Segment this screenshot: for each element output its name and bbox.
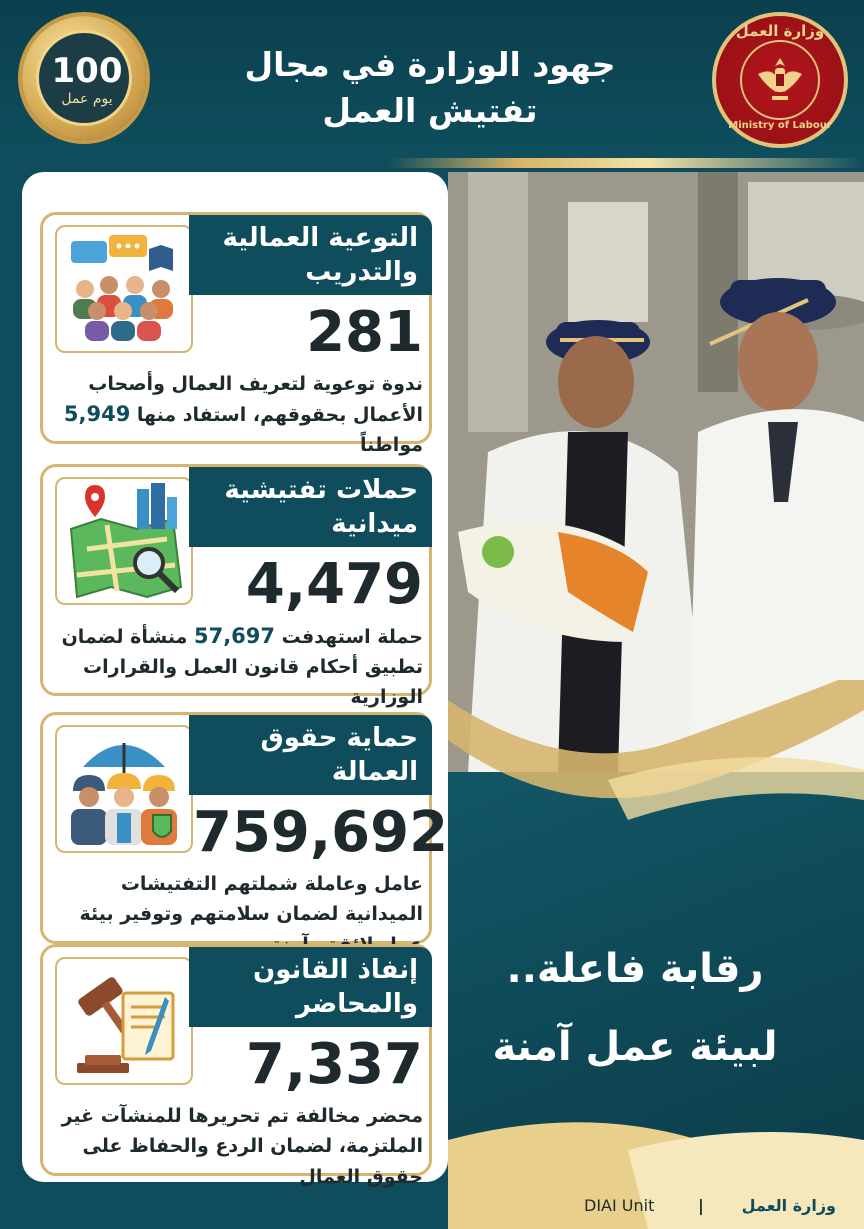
hundred-days-badge bbox=[22, 16, 146, 140]
workers-protection-icon bbox=[55, 725, 193, 853]
stat-card-awareness bbox=[40, 212, 432, 456]
badge-text: يوم عمل bbox=[61, 91, 113, 107]
stat-card-protection bbox=[40, 712, 449, 944]
footer-unit: DIAI Unit bbox=[584, 1196, 655, 1215]
card-description: محضر مخالفة تم تحريرها للمنشآت غير الملتزمة، لضمان الردع والحفاظ على حقوق العمال bbox=[61, 1105, 423, 1188]
audience-training-icon bbox=[55, 225, 193, 353]
card-title: حماية حقوق العمالة bbox=[189, 715, 432, 795]
page-title bbox=[200, 42, 660, 134]
card-description: ندوة توعوية لتعريف العمال وأصحاب الأعمال بحقوقهم، استفاد منها 5,949 مواطناً bbox=[63, 373, 423, 456]
slogan-line-2: لبيئة عمل آمنة bbox=[492, 1024, 778, 1070]
title-line-2: تفتيش العمل bbox=[322, 91, 538, 130]
map-inspection-icon bbox=[55, 477, 193, 605]
logo-english-text: Ministry of Labour bbox=[728, 120, 832, 131]
eagle-emblem-icon bbox=[752, 52, 808, 108]
card-description: حملة استهدفت 57,697 منشأة لضمان تطبيق أحكام قانون العمل والقرارات الوزارية bbox=[61, 624, 423, 708]
footer-ministry: وزارة العمل bbox=[741, 1196, 836, 1215]
stat-card-enforcement bbox=[40, 944, 432, 1188]
card-number: 4,479 bbox=[245, 552, 423, 617]
slogan bbox=[470, 930, 800, 1086]
card-highlight: 5,949 bbox=[63, 402, 131, 426]
ministry-logo bbox=[712, 12, 848, 148]
card-title: إنفاذ القانون والمحاضر bbox=[189, 947, 432, 1027]
footer-separator: | bbox=[698, 1196, 704, 1215]
card-number: 759,692 bbox=[193, 800, 449, 865]
card-number: 281 bbox=[306, 300, 423, 365]
title-line-1: جهود الوزارة في مجال bbox=[244, 45, 616, 84]
card-highlight: 57,697 bbox=[193, 624, 276, 648]
stat-card-campaigns bbox=[40, 464, 432, 708]
footer bbox=[560, 1196, 850, 1224]
card-title: حملات تفتيشية ميدانية bbox=[189, 467, 432, 547]
card-title: التوعية العمالية والتدريب bbox=[189, 215, 432, 295]
card-number: 7,337 bbox=[245, 1032, 423, 1097]
logo-arabic-text: وزارة العمل bbox=[735, 22, 825, 40]
gavel-document-icon bbox=[55, 957, 193, 1085]
card-description: عامل وعاملة شملتهم التفتيشات الميدانية لضمان سلامتهم وتوفير بيئة bbox=[79, 873, 423, 925]
badge-number: 100 bbox=[51, 51, 123, 91]
slogan-line-1: رقابة فاعلة.. bbox=[506, 946, 764, 992]
header-gold-stripe bbox=[0, 158, 864, 168]
